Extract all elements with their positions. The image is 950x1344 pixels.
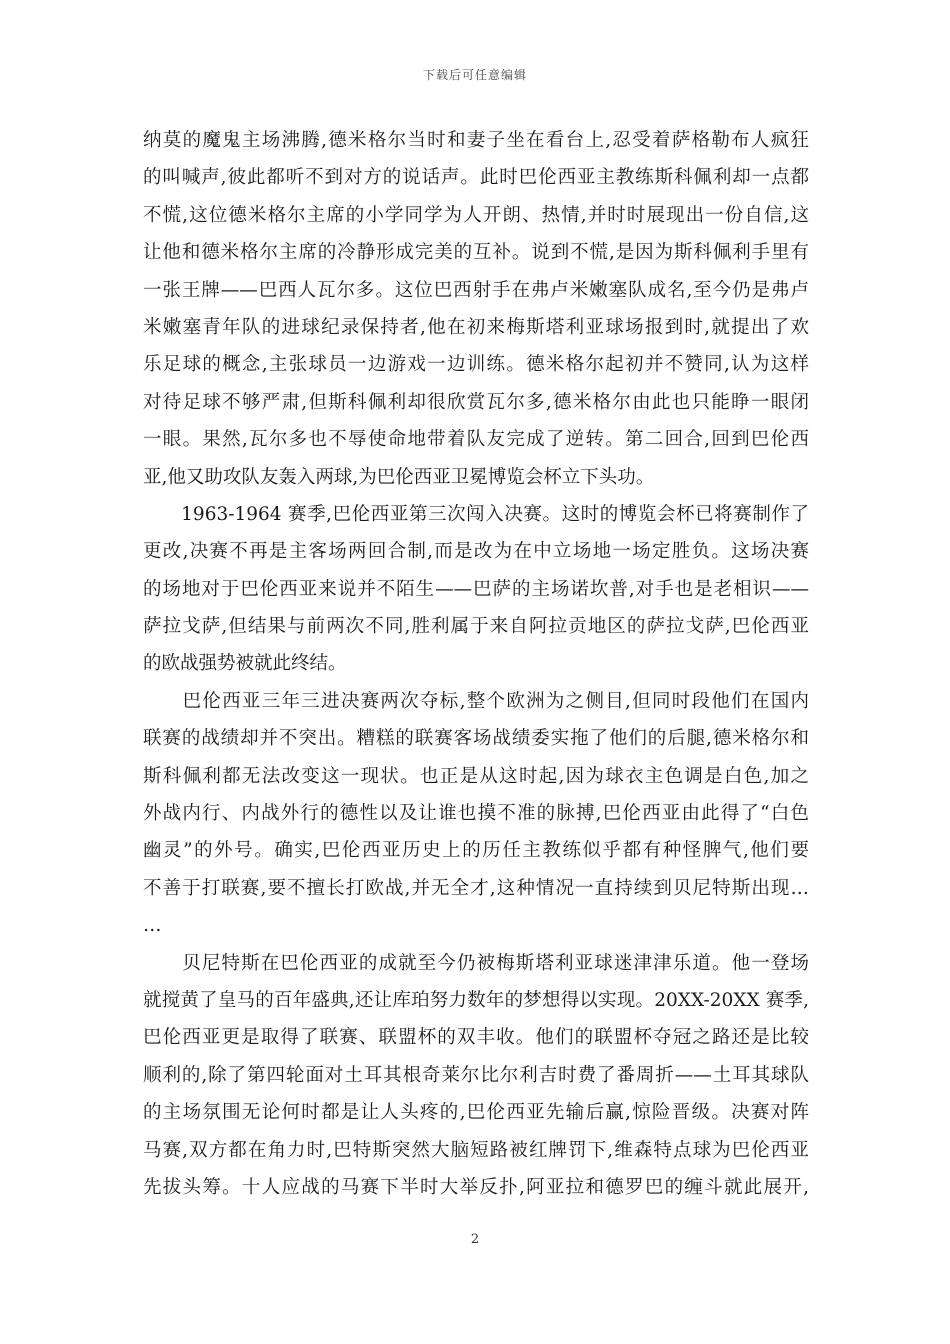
text-line: 萨拉戈萨,但结果与前两次不同,胜利属于来自阿拉贡地区的萨拉戈萨,巴伦西亚 <box>143 616 809 638</box>
page-number: 2 <box>470 1232 480 1247</box>
text-line: 纳莫的魔鬼主场沸腾,德米格尔当时和妻子坐在看台上,忍受着萨格勒布人疯狂 <box>143 130 809 151</box>
text-line: 的欧战强势被就此终结。 <box>143 653 347 675</box>
text-line: 亚,他又助攻队友轰入两球,为巴伦西亚卫冕博览会杯立下头功。 <box>143 466 655 488</box>
text-line: 就搅黄了皇马的百年盛典,还让库珀努力数年的梦想得以实现。20XX-20XX 赛季, <box>143 989 809 1011</box>
text-line: 一眼。果然,瓦尔多也不辱使命地带着队友完成了逆转。第二回合,回到巴伦西 <box>143 429 809 451</box>
text-line: 让他和德米格尔主席的冷静形成完美的互补。说到不慌,是因为斯科佩利手里有 <box>143 242 809 264</box>
text-line: 先拔头筹。十人应战的马赛下半时大举反扑,阿亚拉和德罗巴的缠斗就此展开, <box>143 1176 809 1198</box>
text-line: 不善于打联赛,要不擅长打欧战,并无全才,这种情况一直持续到贝尼特斯出现… <box>143 877 809 899</box>
text-line: 斯科佩利都无法改变这一现状。也正是从这时起,因为球衣主色调是白色,加之 <box>143 765 809 787</box>
text-line: 贝尼特斯在巴伦西亚的成就至今仍被梅斯塔利亚球迷津津乐道。他一登场 <box>143 952 809 974</box>
text-line: 乐足球的概念,主张球员一边游戏一边训练。德米格尔起初并不赞同,认为这样 <box>143 354 809 376</box>
text-line: 幽灵”的外号。确实,巴伦西亚历史上的历任主教练似乎都有种怪脾气,他们要 <box>143 840 809 862</box>
page-header: 下载后可任意编辑 <box>422 68 527 82</box>
text-line: 马赛,双方都在角力时,巴特斯突然大脑短路被红牌罚下,维森特点球为巴伦西亚 <box>143 1139 809 1161</box>
text-line: 的场地对于巴伦西亚来说并不陌生——巴萨的主场诺坎普,对手也是老相识—— <box>143 578 809 600</box>
text-line: 的叫喊声,彼此都听不到对方的说话声。此时巴伦西亚主教练斯科佩利却一点都 <box>143 167 809 189</box>
text-line: 对待足球不够严肃,但斯科佩利却很欣赏瓦尔多,德米格尔由此也只能睁一眼闭 <box>143 391 809 413</box>
text-line: 的主场氛围无论何时都是让人头疼的,巴伦西亚先输后赢,惊险晋级。决赛对阵 <box>143 1102 809 1124</box>
text-line: 不慌,这位德米格尔主席的小学同学为人开朗、热情,并时时展现出一份自信,这 <box>143 204 809 226</box>
text-line: 米嫩塞青年队的进球纪录保持者,他在初来梅斯塔利亚球场报到时,就提出了欢 <box>143 316 809 338</box>
text-line: 顺利的,除了第四轮面对土耳其根奇莱尔比尔利吉时费了番周折——土耳其球队 <box>143 1064 809 1086</box>
text-line: 一张王牌——巴西人瓦尔多。这位巴西射手在弗卢米嫩塞队成名,至今仍是弗卢 <box>143 279 809 301</box>
text-line: 更改,决赛不再是主客场两回合制,而是改为在中立场地一场定胜负。这场决赛 <box>143 541 809 563</box>
text-line: … <box>143 915 162 937</box>
text-line: 巴伦西亚三年三进决赛两次夺标,整个欧洲为之侧目,但同时段他们在国内 <box>143 690 809 712</box>
text-line: 1963-1964 赛季,巴伦西亚第三次闯入决赛。这时的博览会杯已将赛制作了 <box>143 503 809 525</box>
document-body <box>143 122 809 1206</box>
text-line: 联赛的战绩却并不突出。糟糕的联赛客场战绩委实拖了他们的后腿,德米格尔和 <box>143 728 809 750</box>
text-line: 巴伦西亚更是取得了联赛、联盟杯的双丰收。他们的联盟杯夺冠之路还是比较 <box>143 1027 809 1049</box>
text-line: 外战内行、内战外行的德性以及让谁也摸不准的脉搏,巴伦西亚由此得了“白色 <box>143 803 809 825</box>
